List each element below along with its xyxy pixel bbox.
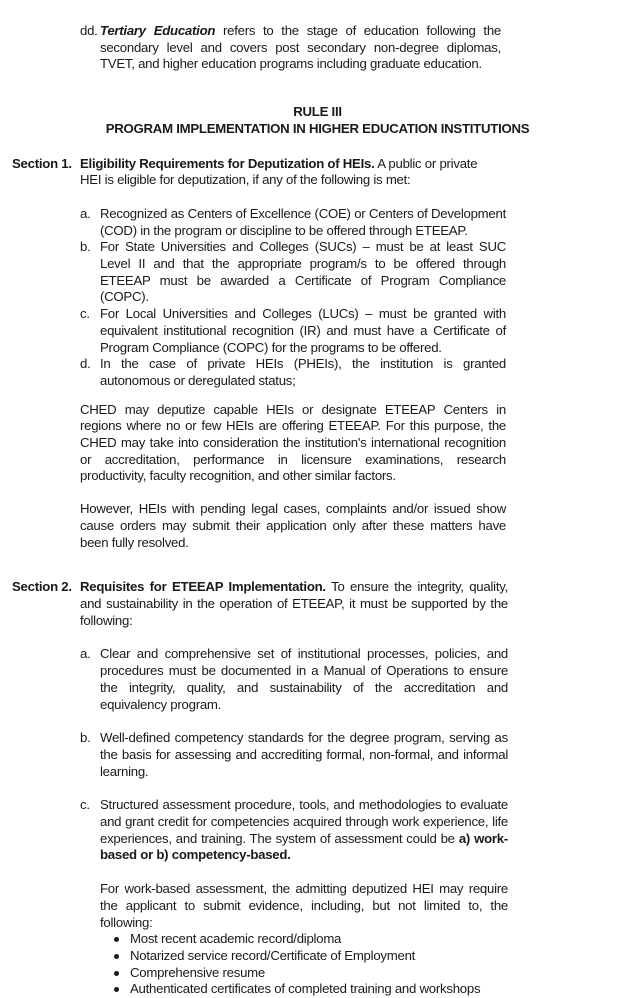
item-label: dd. — [80, 23, 98, 38]
rule-number: RULE III — [293, 104, 342, 120]
definition-text: refers to the stage of education following the secondary level and covers post secondary non-degree diplomas, TVET, and higher education programs including graduate education. — [100, 23, 501, 72]
item-text: In the case of private HEIs (PHEIs), the institution is granted autonomous or deregulated status; — [100, 356, 506, 388]
item-label: b. — [80, 730, 91, 746]
bullet-item: Authenticated certificates of completed training and workshops — [112, 981, 512, 998]
item-label: b. — [80, 239, 91, 255]
section-intro-text: To ensure the integrity, quality, and sustainability in the operation of ETEEAP, it must be supported by the following: — [80, 579, 509, 628]
section2-intro — [80, 579, 508, 629]
bullet-item: Notarized service record/Certificate of Employment — [112, 948, 512, 965]
bullet-item: Most recent academic record/diploma — [112, 931, 512, 948]
section-heading: Requisites for ETEEAP Implementation. — [80, 579, 326, 595]
section2 — [12, 579, 635, 629]
item-text: Recognized as Centers of Excellence (COE) or Centers of Development (COD) in the program or discipline to be offered through ETEEAP. — [100, 205, 506, 238]
rule-title: PROGRAM IMPLEMENTATION IN HIGHER EDUCATION INSTITUTIONS — [105, 120, 530, 136]
defined-term: Tertiary Education — [100, 23, 216, 38]
item-label: d. — [80, 356, 91, 372]
item-label: a. — [80, 205, 91, 221]
evidence-list — [112, 931, 512, 998]
paragraph: However, HEIs with pending legal cases, complaints and/or issued show cause orders may submit their application only after these matters have been fully resolved. — [80, 501, 506, 550]
section-label: Section 1. — [12, 155, 72, 171]
section-label: Section 2. — [12, 579, 72, 595]
item-text: Well-defined competency standards for the degree program, serving as the basis for assessing and accrediting formal, non-formal, and informal learning. — [100, 730, 508, 779]
item-label: c. — [80, 797, 90, 813]
section-intro-text: A public or private HEI is eligible for deputization, if any of the following is met: — [80, 155, 478, 188]
list-item — [80, 797, 635, 864]
item-text: Clear and comprehensive set of institutional processes, policies, and procedures must be documented in a Manual of Operations to ensure the integrity, quality, and sustainability of the accreditation and equivalency program. — [100, 646, 508, 712]
eligibility-list — [80, 206, 635, 390]
list-item — [80, 239, 635, 306]
item-label: a. — [80, 646, 91, 662]
item-text: For Local Universities and Colleges (LUCs) – must be granted with equivalent institutional recognition (IR) and must have a Certificate of Program Compliance (COPC) for the programs to be offered. — [100, 306, 506, 355]
paragraph: CHED may deputize capable HEIs or designate ETEEAP Centers in regions where no or few HEIs are offering ETEEAP. For this purpose, the CHED may take into consideration the institution's international recognition or accreditation, performance in licensure examinations, research productivity, faculty recognition, and other similar factors. — [80, 401, 506, 484]
item-bold-text: a) work-based or b) competency-based. — [100, 830, 508, 863]
item-label: c. — [80, 306, 90, 322]
section-heading: Eligibility Requirements for Deputization of HEIs. — [80, 155, 375, 171]
definition-body — [100, 23, 501, 73]
item-text: For State Universities and Colleges (SUCs) – must be at least SUC Level II and that the appropriate program/s to be offered through ETEEAP must be awarded a Certificate of Program Compliance (COPC). — [100, 239, 506, 305]
list-item — [80, 206, 635, 239]
requisites-list — [80, 646, 635, 864]
paragraph: For work-based assessment, the admitting deputized HEI may require the applicant to submit evidence, including, but not limited to, the following: — [100, 881, 508, 930]
section1 — [12, 156, 635, 189]
list-item — [80, 646, 635, 713]
bullet-item: Comprehensive resume — [112, 965, 512, 982]
item-text — [100, 797, 508, 864]
definition-tertiary-education — [80, 23, 635, 73]
list-item — [80, 730, 635, 780]
list-item — [80, 306, 635, 356]
item-text-regular: Structured assessment procedure, tools, and methodologies to evaluate and grant credit for competencies acquired through work experience, life experiences, and training. The system of assessment could be — [100, 797, 508, 846]
section1-intro — [80, 156, 500, 189]
list-item — [80, 356, 635, 389]
